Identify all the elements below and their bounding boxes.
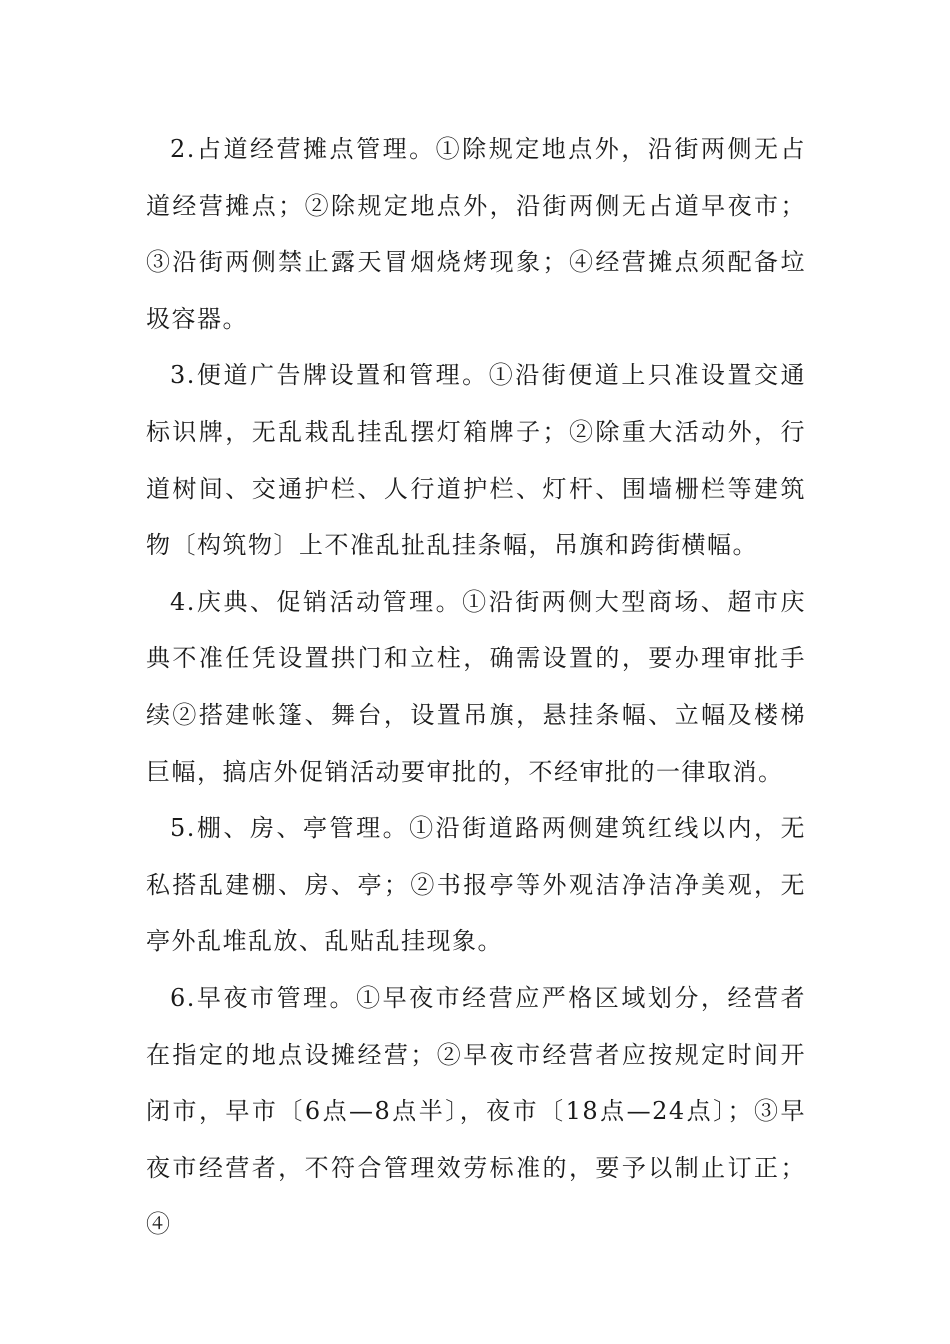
paragraph-item-2: 2.占道经营摊点管理。①除规定地点外，沿街两侧无占道经营摊点；②除规定地点外，沿街两侧无占道早夜市；③沿街两侧禁止露天冒烟烧烤现象；④经营摊点须配备垃圾容器。 — [146, 135, 806, 333]
paragraph-item-6: 6.早夜市管理。①早夜市经营应严格区域划分，经营者在指定的地点设摊经营；②早夜市经营者应按规定时间开闭市，早市〔6点—8点半〕，夜市〔18点—24点〕；③早夜市经营者，不符合管理效劳标准的，要予以制止订正；④ — [146, 983, 806, 1239]
paragraph-item-5: 5.棚、房、亭管理。①沿街道路两侧建筑红线以内，无私搭乱建棚、房、亭；②书报亭等外观洁净洁净美观，无亭外乱堆乱放、乱贴乱挂现象。 — [146, 814, 806, 956]
paragraph-item-4: 4.庆典、促销活动管理。①沿街两侧大型商场、超市庆典不准任凭设置拱门和立柱，确需设置的，要办理审批手续②搭建帐篷、舞台，设置吊旗，悬挂条幅、立幅及楼梯巨幅，搞店外促销活动要审批的，不经审批的一律取消。 — [146, 587, 806, 786]
paragraph-item-3: 3.便道广告牌设置和管理。①沿街便道上只准设置交通标识牌，无乱栽乱挂乱摆灯箱牌子；②除重大活动外，行道树间、交通护栏、人行道护栏、灯杆、围墙栅栏等建筑物〔构筑物〕上不准乱扯乱挂条幅，吊旗和跨街横幅。 — [146, 361, 806, 560]
document-body — [146, 121, 806, 1253]
